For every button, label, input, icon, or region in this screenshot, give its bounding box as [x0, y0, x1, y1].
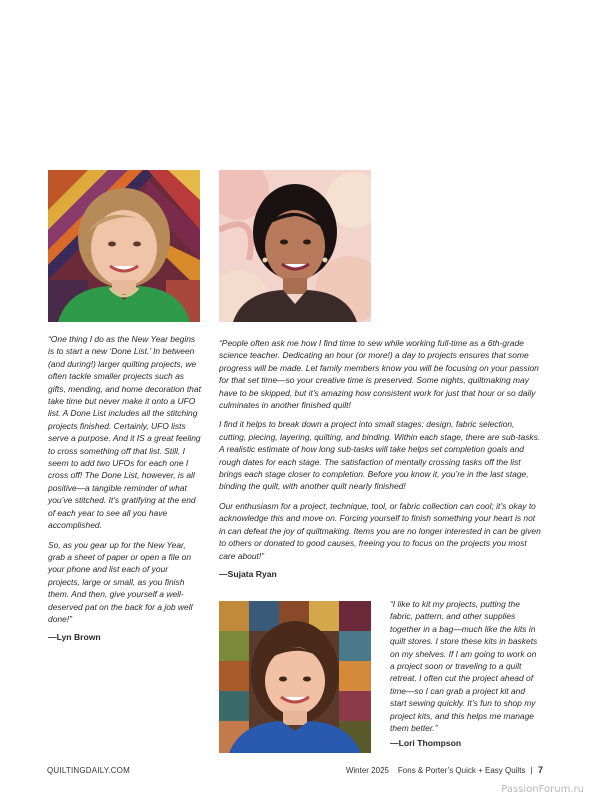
footer-separator: | [530, 766, 533, 775]
lori-thompson-quote [390, 598, 543, 748]
sujata-ryan-photo [219, 170, 371, 322]
sujata-quote-paragraph-1: “People often ask me how I find time to sew while working full-time as a 6th-grade science teacher. Dedicating an hour (or more!) a day to projects ensures that some progress will be made. Let family members know you will be focusing on your passion for that set time—so your creative time is preserved. Some nights, quiltmaking may have to be skipped, but it’s amazing how consistent work for just that hour or so daily culminates in another finished quilt! [219, 338, 539, 411]
lori-thompson-signature: —Lori Thompson [390, 738, 462, 749]
lori-thompson-photo [219, 601, 371, 753]
sujata-ryan-quote [219, 337, 544, 579]
sujata-quote-paragraph-2: I find it helps to break down a project into small stages: design, fabric selection, cutting, piecing, layering, quilting, and binding. Within each stage, there are sub-tasks. A realistic estimate of how long sub-tasks will take helps set completion goals and rough dates for each stage. The satisfaction of mentally crossing tasks off the list brings each stage closer to completion. Before you know it, you’re in the last stage, binding the quilt, with another quilt nearly finished! [219, 419, 541, 492]
lyn-brown-photo [48, 170, 200, 322]
footer-issue: Winter 2025 [345, 766, 389, 775]
sujata-quote-paragraph-3: Our enthusiasm for a project, technique, tool, or fabric collection can cool; it’s okay to acknowledge this and move on. Forcing yourself to finish something your heart is not in can defeat the joy of quiltmaking. Items you are no longer interested in can be given to others or donated to good causes, freeing you to focus on the projects you most care about!” [219, 500, 541, 561]
lyn-brown-signature: —Lyn Brown [48, 632, 101, 643]
footer-page-number: 7 [537, 765, 543, 775]
sujata-ryan-signature: —Sujata Ryan [219, 568, 277, 579]
lyn-brown-quote [48, 333, 201, 642]
footer-issue-line [346, 765, 543, 775]
lyn-quote-paragraph-2: So, as you gear up for the New Year, grab a sheet of paper or open a file on your phone and list each of your projects, large or small, as you finish them. And then, give yourself a well-deserved pat on the back for a job well done!” [48, 539, 193, 624]
lyn-quote-paragraph-1: “One thing I do as the New Year begins is to start a new ‘Done List.’ In between (and during!) larger quilting projects, we often tackle smaller projects such as gifts, mending, and home decoration that take time but never make it onto a UFO list. A Done List includes all the stitching projects finished. Certainly, UFO lists serve a purpose. And it IS a great feeling to cross something off that list. Still, I seem to add two UFOs for each one I cross off! The Done List, however, is all positive—a tangible reminder of what you’ve stitched. It’s gratifying at the end of each year to see all you have accomplished. [48, 334, 201, 531]
footer-magazine: Fons & Porter’s Quick + Easy Quilts [397, 766, 526, 775]
footer-site: QUILTINGDAILY.COM [47, 766, 130, 775]
lori-quote-paragraph-1: “I like to kit my projects, putting the fabric, pattern, and other supplies together in a bag—much like the kits in quilt stores. I store these kits in baskets on my shelves. If I am going to work on a project soon or traveling to a quilt retreat, I often cut the project ahead of time—so I can grab a project kit and start sewing quickly. It’s fun to shop my project kits, and this helps me manage them better.” [390, 599, 538, 734]
watermark: PassionForum.ru [501, 784, 584, 795]
